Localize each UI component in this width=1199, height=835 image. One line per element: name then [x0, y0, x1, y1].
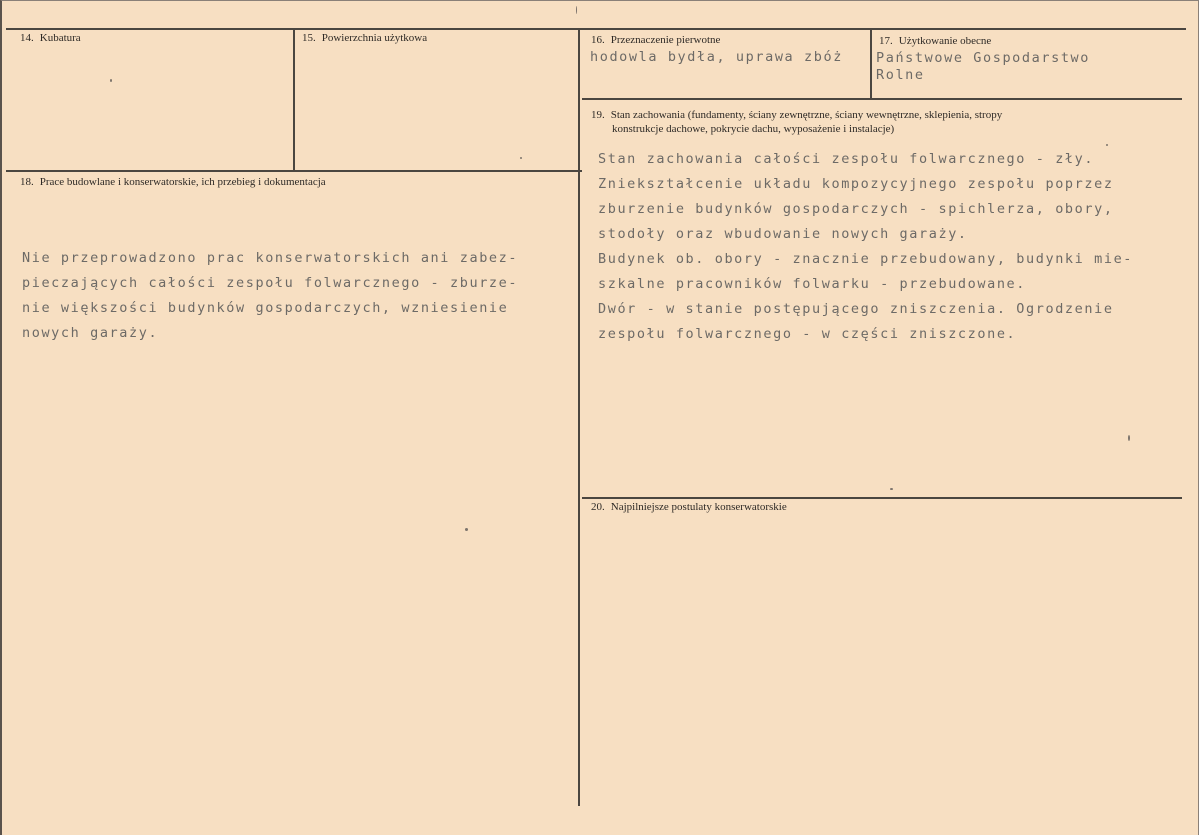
paper-speck	[465, 528, 468, 531]
divider-16-17	[870, 28, 872, 98]
field-20-number: 20.	[591, 501, 605, 513]
paper-speck	[890, 488, 893, 490]
field-19-value-line: Stan zachowania całości zespołu folwarcznego - zły.	[598, 151, 1095, 167]
field-19-title-line: Stan zachowania (fundamenty, ściany zewnętrzne, ściany wewnętrzne, sklepienia, stropy	[610, 109, 1003, 121]
field-17-value-line: Rolne	[876, 67, 925, 83]
field-19-value-line: Budynek ob. obory - znacznie przebudowany, budynki mie-	[598, 251, 1134, 267]
paper-speck	[110, 79, 112, 82]
field-14-number: 14.	[20, 32, 34, 44]
paper-speck	[1128, 435, 1130, 441]
field-15-label	[302, 32, 427, 45]
rule-right-19	[582, 98, 1182, 100]
field-16-title: Przeznaczenie pierwotne	[610, 34, 721, 46]
field-14-title: Kubatura	[39, 32, 81, 44]
field-17-title: Użytkowanie obecne	[898, 35, 992, 47]
divider-14-15	[293, 28, 295, 170]
field-19-value-line: Zniekształcenie układu kompozycyjnego zespołu poprzez	[598, 176, 1114, 192]
field-14-label	[20, 32, 81, 45]
field-16-number: 16.	[591, 34, 605, 46]
field-19-value-line: zespołu folwarcznego - w części zniszczone.	[598, 326, 1017, 342]
field-18-title: Prace budowlane i konserwatorskie, ich przebieg i dokumentacja	[39, 176, 326, 188]
paper-speck	[576, 6, 577, 14]
paper-speck	[1106, 144, 1108, 146]
field-20-title: Najpilniejsze postulaty konserwatorskie	[610, 501, 787, 513]
field-19-number: 19.	[591, 109, 605, 121]
field-17-label	[879, 35, 991, 48]
field-18-value-line: Nie przeprowadzono prac konserwatorskich ani zabez-	[22, 250, 519, 266]
paper-speck	[520, 157, 522, 159]
rule-left-18	[6, 170, 582, 172]
field-17-value-line: Państwowe Gospodarstwo	[876, 50, 1091, 66]
field-15-title: Powierzchnia użytkowa	[321, 32, 428, 44]
rule-right-20	[582, 497, 1182, 499]
field-19-label	[591, 109, 1002, 122]
top-rule	[6, 28, 1186, 30]
field-18-number: 18.	[20, 176, 34, 188]
field-19-title-line: konstrukcje dachowe, pokrycie dachu, wyposażenie i instalacje)	[612, 123, 895, 135]
field-19-value-line: stodoły oraz wbudowanie nowych garaży.	[598, 226, 968, 242]
field-18-label	[20, 176, 326, 189]
field-19-value-line: szkalne pracowników folwarku - przebudowane.	[598, 276, 1027, 292]
field-16-value: hodowla bydła, uprawa zbóż	[590, 49, 843, 65]
field-16-label	[591, 34, 720, 47]
field-19-value-line: zburzenie budynków gospodarczych - spichlerza, obory,	[598, 201, 1114, 217]
field-18-value-line: nowych garaży.	[22, 325, 159, 341]
field-20-label	[591, 501, 787, 514]
field-19-value-line: Dwór - w stanie postępującego zniszczenia. Ogrodzenie	[598, 301, 1114, 317]
main-divider	[578, 28, 580, 806]
field-17-number: 17.	[879, 35, 893, 47]
field-18-value-line: pieczających całości zespołu folwarcznego - zburze-	[22, 275, 519, 291]
field-18-value-line: nie większości budynków gospodarczych, wzniesienie	[22, 300, 509, 316]
field-15-number: 15.	[302, 32, 316, 44]
